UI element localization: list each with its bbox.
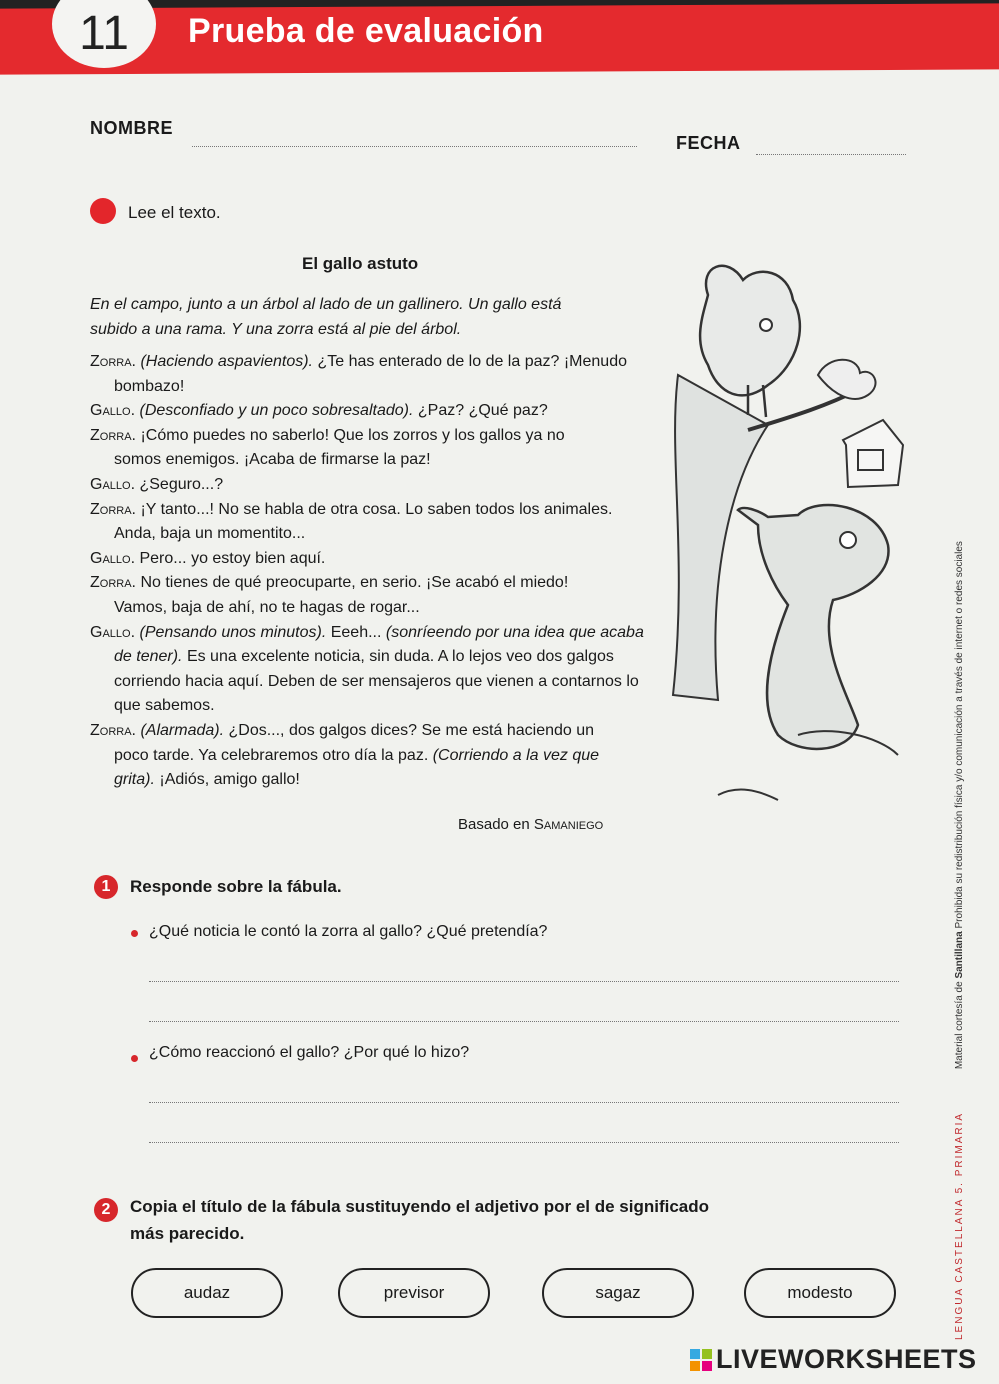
option-modesto[interactable]: modesto [744,1268,896,1318]
dialog-text: ¿Paz? ¿Qué paz? [417,402,548,420]
dialog-text: Eeeh... [330,623,382,641]
watermark-text: LIVEWORKSHEETS [716,1344,977,1374]
dialog-text: ¡Cómo puedes no saberlo! Que los zorros y los gallos ya no somos enemigos. ¡Acaba de firmarse la paz! [114,426,565,469]
bullet-icon [131,1055,138,1062]
story-dialog [90,350,650,793]
stage-direction: (Alarmada). [140,721,225,739]
stage-direction: (Desconfiado y un poco sobresaltado). [139,402,414,420]
activity-number: 1 [94,875,118,899]
dialog-text: ¡Y tanto...! No se habla de otra cosa. Lo saben todos los animales. Anda, baja un momentito... [114,500,613,543]
speaker: Zorra. [90,426,136,444]
question-1: ¿Qué noticia le contó la zorra al gallo? ¿Qué pretendía? [149,923,548,940]
dialog-text: ¿Seguro...? [139,475,224,493]
speaker: Gallo. [90,402,136,420]
name-label: NOMBRE [90,118,173,138]
stage-direction: (sonríeendo por una idea que acaba de tener). [114,623,644,666]
activity2-instruction-line1: Copia el título de la fábula sustituyendo el adjetivo por el de significado [130,1197,710,1216]
dialog-text: No tienes de qué preocuparte, en serio. ¡Se acabó el miedo! Vamos, baja de ahí, no te hagas de rogar... [114,574,569,616]
date-field[interactable] [756,154,906,155]
story-credit [458,816,603,833]
dialog-text: Es una excelente noticia, sin duda. A lo lejos veo dos galgos corriendo hacia aquí. Deben de ser mensajeros que vienen a contarnos lo que sabemos. [114,648,639,715]
intro-line: En el campo, junto a un árbol al lado de un gallinero. Un gallo está [90,296,562,313]
dialog-line [90,473,650,498]
activity2-instruction-line2: más parecido. [130,1224,245,1243]
answer-line[interactable] [149,1021,899,1022]
bullet-icon [131,930,138,937]
question-2: ¿Cómo reaccionó el gallo? ¿Por qué lo hizo? [149,1044,470,1061]
dialog-text: ¿Dos..., dos galgos dices? Se me está haciendo un poco tarde. Ya celebraremos otro día la paz. [114,721,595,764]
dialog-line [90,399,650,424]
speaker: Gallo. [90,475,136,493]
rooster-eye [760,319,772,331]
activity-number: 2 [94,1198,118,1222]
option-previsor[interactable]: previsor [338,1268,490,1318]
story-intro [90,292,630,342]
henhouse [843,420,903,487]
stage-direction: (Pensando unos minutos). [139,623,327,641]
unit-number: 11 [79,6,129,60]
fox [738,505,888,749]
dialog-text: ¿Te has enterado de lo de la paz? ¡Menudo bombazo! [114,353,627,395]
credit-prefix: Basado en [458,816,530,833]
dialog-line [90,498,614,547]
speaker: Zorra. [90,721,136,739]
liveworksheets-watermark [690,1344,977,1375]
credit-author: Samaniego [533,816,604,833]
speaker: Zorra. [90,574,136,592]
stage-direction: (Corriendo a la vez que grita). [114,746,600,789]
answer-line[interactable] [149,981,899,982]
grass [718,790,778,800]
name-field[interactable] [192,146,637,147]
dialog-line [90,621,649,719]
date-label: FECHA [676,133,741,153]
brand-name: Santillana [954,931,965,979]
tree-trunk [673,375,768,700]
intro-line: subido a una rama. Y una zorra está al pie del árbol. [90,321,462,338]
dialog-text: Pero... yo estoy bien aquí. [139,549,326,567]
subject-label: LENGUA CASTELLANA 5. PRIMARIA [954,1111,965,1340]
dialog-line [90,424,614,473]
dialog-line [90,350,650,399]
section-marker-icon [90,198,116,224]
story-title: El gallo astuto [302,254,419,273]
speaker: Gallo. [90,549,136,567]
dialog-line [90,719,614,793]
answer-line[interactable] [149,1142,899,1143]
leaves [818,360,876,399]
fox-eye [840,532,856,548]
dialog-line [90,571,594,620]
copyright-suffix: Prohibida su redistribución física y/o comunicación a través de internet o redes sociales [954,541,965,929]
dialog-text: ¡Adiós, amigo gallo! [159,771,300,789]
option-audaz[interactable]: audaz [131,1268,283,1318]
rooster [700,266,800,396]
liveworksheets-logo-icon [690,1349,712,1371]
dialog-line [90,547,650,572]
fable-illustration [648,255,948,815]
answer-line[interactable] [149,1102,899,1103]
speaker: Gallo. [90,623,136,641]
option-sagaz[interactable]: sagaz [542,1268,694,1318]
activity1-instruction: Responde sobre la fábula. [130,877,342,896]
stage-direction: (Haciendo aspavientos). [140,353,313,370]
copyright-prefix: Material cortesía de [954,981,965,1070]
speaker: Zorra. [90,353,136,370]
speaker: Zorra. [90,500,136,518]
page-title: Prueba de evaluación [188,12,544,50]
side-text [954,541,965,1340]
reading-instruction: Lee el texto. [128,203,221,222]
